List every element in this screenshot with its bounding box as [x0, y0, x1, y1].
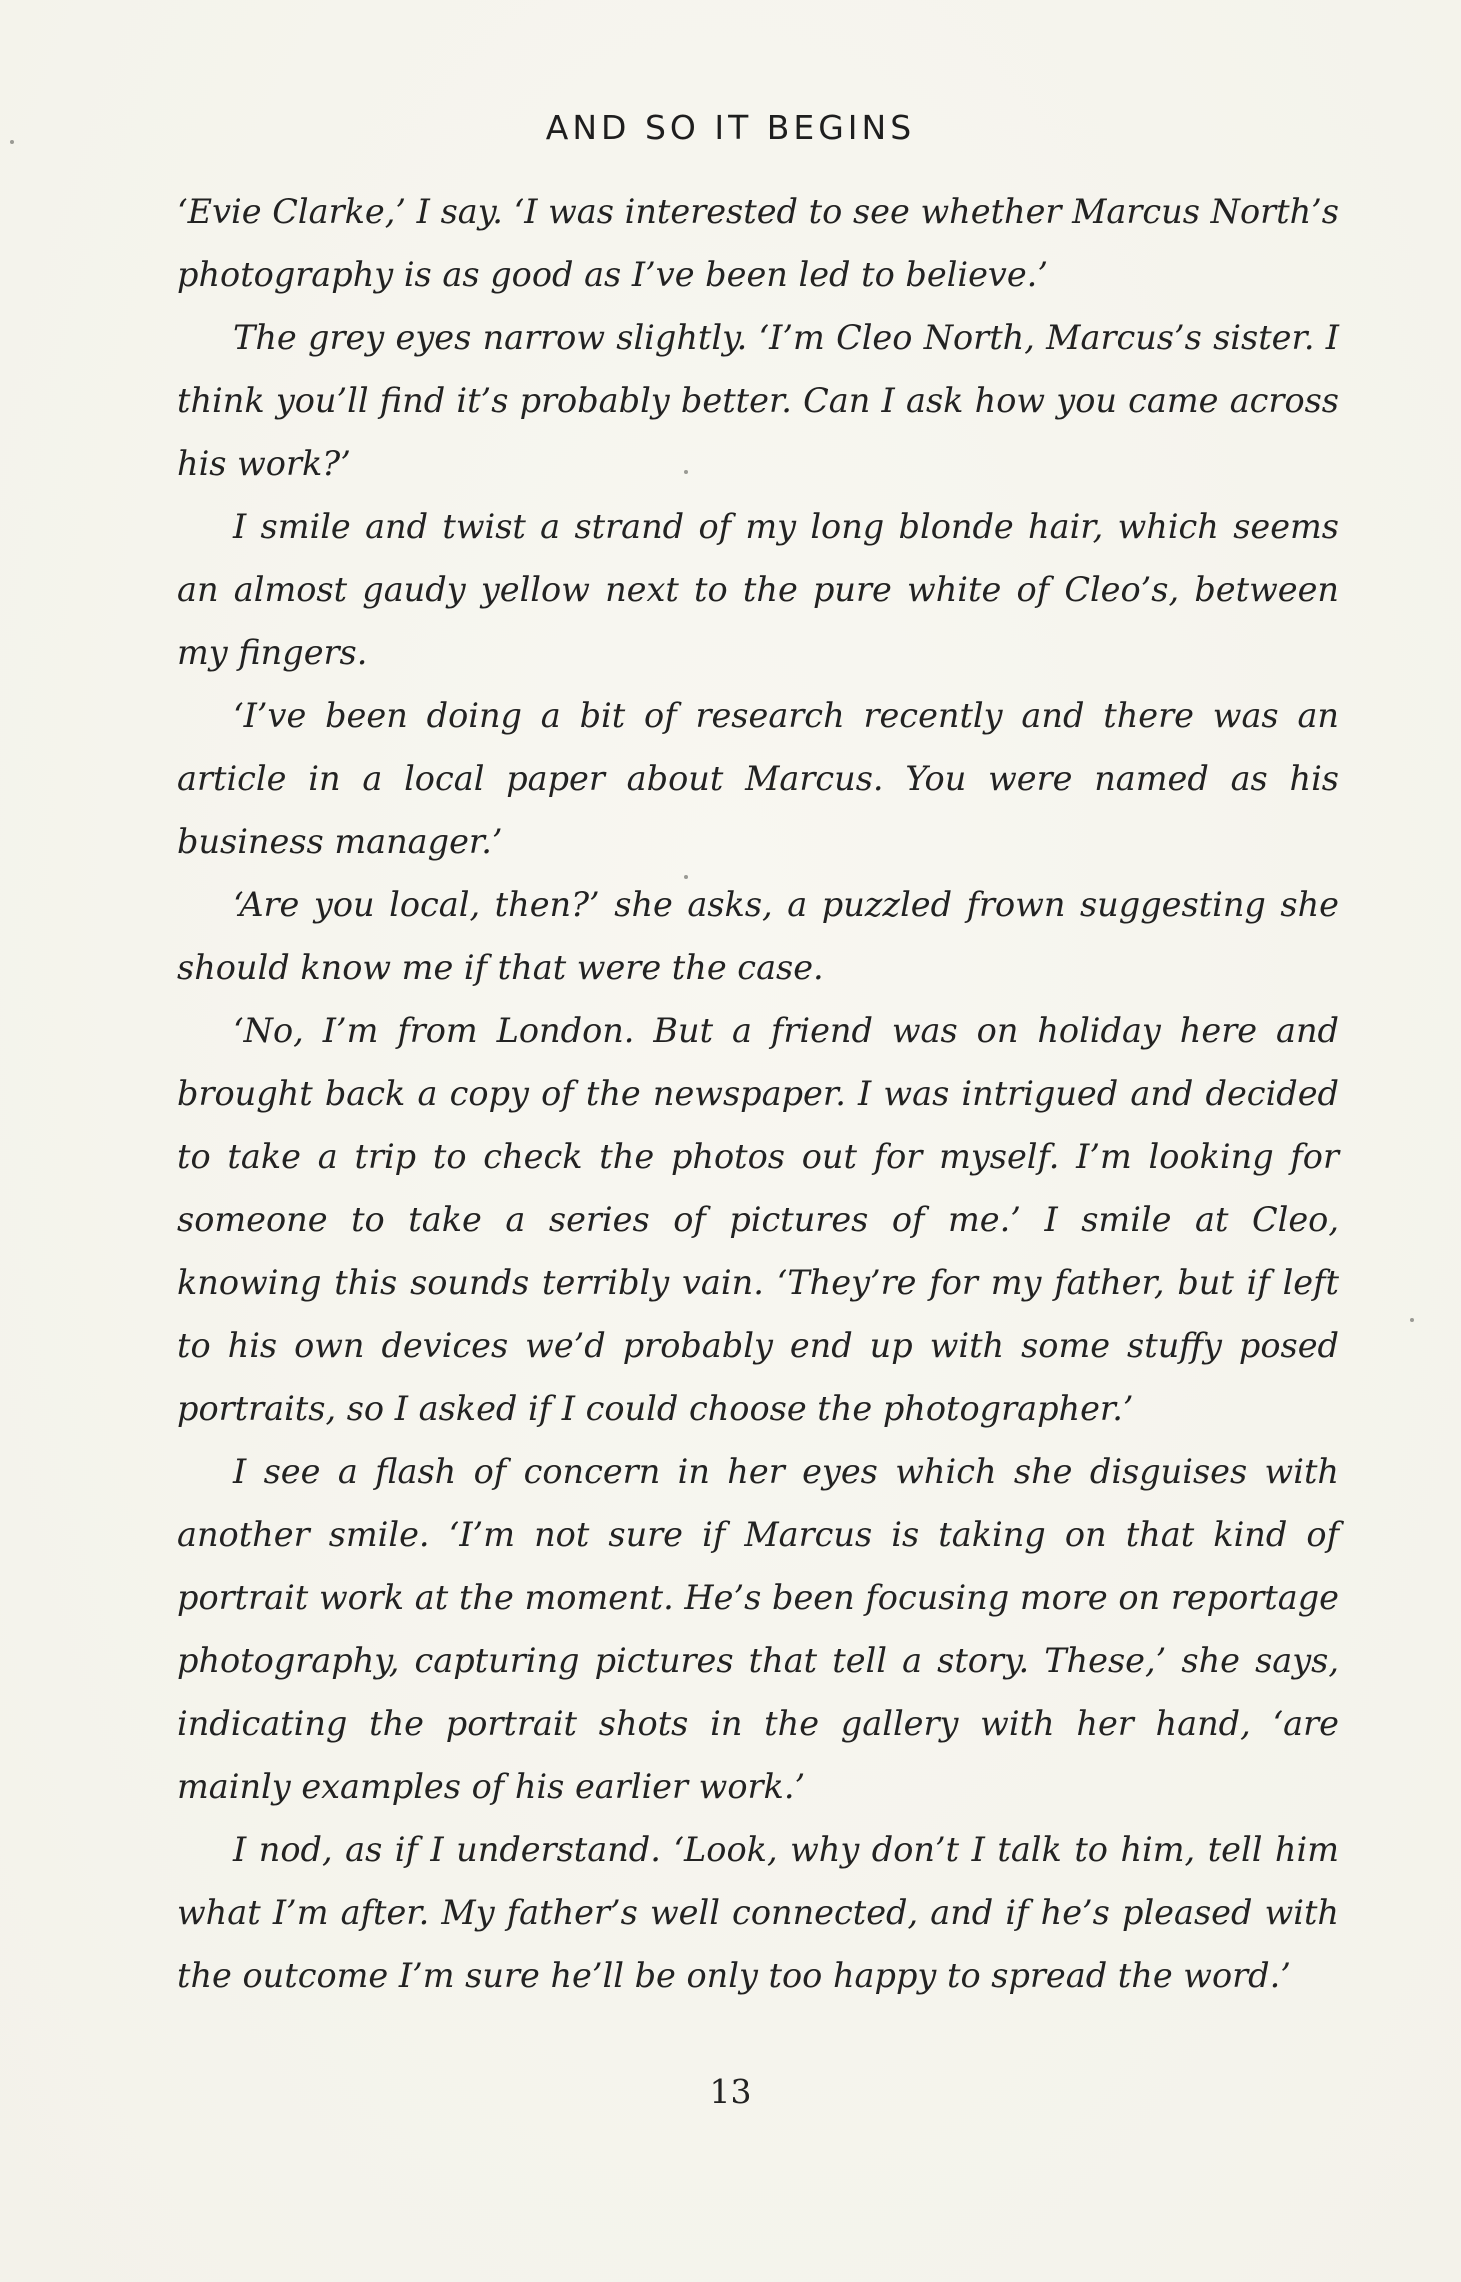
paragraph: ‘No, I’m from London. But a friend was on holiday here and brought back a copy of the newspaper. I was intrigued and decided to take a trip to check the photos out for myself. I’m looking for someone to take a series of pictures of me.’ I smile at Cleo, knowing this sounds terribly vain. ‘They’re for my father, but if left to his own devices we’d probably end up with some stuffy posed portraits, so I asked if I could choose the photographer.’ — [177, 1011, 1339, 1428]
paragraph: I see a flash of concern in her eyes which she disguises with another smile. ‘I’m not sure if Marcus is taking on that kind of portrait work at the moment. He’s been focusing more on reportage photography, capturing pictures that tell a story. These,’ she says, indicating the portrait shots in the gallery with her hand, ‘are mainly examples of his earlier work.’ — [177, 1452, 1339, 1806]
paper-speck — [1410, 1318, 1414, 1322]
page-number: 13 — [709, 2072, 752, 2111]
paper-speck — [10, 140, 14, 144]
running-head: AND SO IT BEGINS — [545, 108, 916, 147]
body-text — [177, 180, 1339, 2007]
paragraph: The grey eyes narrow slightly. ‘I’m Cleo North, Marcus’s sister. I think you’ll find it’s probably better. Can I ask how you came across his work?’ — [177, 318, 1339, 483]
paragraph: ‘I’ve been doing a bit of research recently and there was an article in a local paper about Marcus. You were named as his business manager.’ — [177, 696, 1339, 861]
paragraph: ‘Evie Clarke,’ I say. ‘I was interested to see whether Marcus North’s photography is as good as I’ve been led to believe.’ — [177, 192, 1339, 294]
paper-speck — [684, 470, 688, 474]
paragraph: I smile and twist a strand of my long blonde hair, which seems an almost gaudy yellow next to the pure white of Cleo’s, between my fingers. — [177, 507, 1339, 672]
paragraph: ‘Are you local, then?’ she asks, a puzzled frown suggesting she should know me if that were the case. — [177, 885, 1339, 987]
paragraph: I nod, as if I understand. ‘Look, why don’t I talk to him, tell him what I’m after. My father’s well connected, and if he’s pleased with the outcome I’m sure he’ll be only too happy to spread the word.’ — [177, 1830, 1339, 1995]
paper-speck — [684, 875, 688, 879]
